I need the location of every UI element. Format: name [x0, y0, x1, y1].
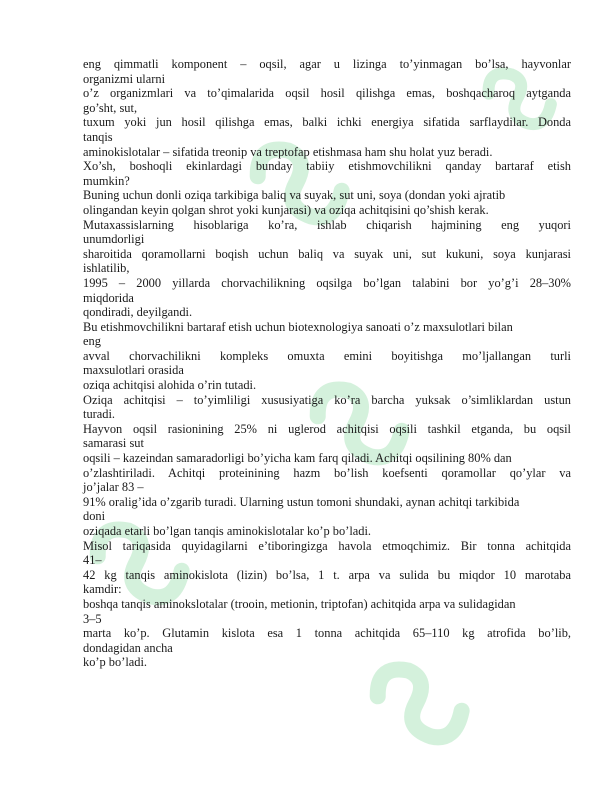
text-line: sharoitida qoramollarni boqish uchun baliq va suyak uni, sut kukuni, soya kunjarasi: [83, 246, 571, 261]
text-line: miqdorida: [83, 290, 134, 305]
text-line: tanqis: [83, 129, 113, 144]
document-body: [83, 57, 571, 670]
text-line: ko’p bo’ladi.: [83, 655, 148, 670]
text-line: olingandan keyin qolgan shrot yoki kunjarasi) va oziqa achitqisini qo’shish kerak.: [83, 202, 489, 217]
text-line: Bu etishmovchilikni bartaraf etish uchun biotexnologiya sanoati o’z maxsulotlari bilan: [83, 319, 513, 334]
text-line: marta ko’p. Glutamin kislota esa 1 tonna achitqida 65–110 kg atrofida bo’lib,: [83, 626, 571, 641]
text-line: Misol tariqasida quyidagilarni e’tiboringizga havola etmoqchimiz. Bir tonna achitqida: [83, 538, 571, 553]
text-line: boshqa tanqis aminokslotalar (trooin, metionin, triptofan) achitqida arpa va sulidagidan: [83, 596, 516, 611]
text-line: eng: [83, 334, 101, 349]
text-line: unumdorligi: [83, 232, 145, 247]
text-line: 41–: [83, 553, 102, 568]
text-line: eng qimmatli komponent – oqsil, agar u lizinga to’yinmagan bo’lsa, hayvonlar: [83, 57, 571, 71]
text-line: maxsulotlari orasida: [83, 363, 184, 378]
text-line: organizmi ularni: [83, 71, 166, 86]
text-line: oziqada etarli bo’lgan tanqis aminokislotalar ko’p bo’ladi.: [83, 524, 371, 538]
text-line: Buning uchun donli oziqa tarkibiga baliq va suyak, sut uni, soya (dondan yoki ajratib: [83, 188, 506, 203]
text-line: qondiradi, deyilgandi.: [83, 305, 193, 320]
text-line: oqsili – kazeindan samaradorligi bo’yicha kam farq qiladi. Achitqi oqsilining 80% dan: [83, 451, 512, 466]
text-line: Xo’sh, boshoqli ekinlardagi bunday tabiiy etishmovchilikni qanday bartaraf etish: [83, 159, 571, 174]
text-line: Oziqa achitqisi – to’yimliligi xususiyatiga ko’ra barcha yuksak o’simliklardan ustun: [83, 392, 571, 407]
text-line: 1995 – 2000 yillarda chorvachilikning oqsilga bo’lgan talabini bor yo’g’i 28–30%: [83, 275, 571, 290]
text-line: tuxum yoki jun hosil qilishga emas, balki ichki energiya sifatida sarflaydilar. Donda: [83, 115, 571, 130]
text-line: turadi.: [83, 407, 115, 422]
text-line: Mutaxassislarning hisoblariga ko’ra, ishlab chiqarish hajmining eng yuqori: [83, 217, 571, 232]
text-line: go’sht, sut,: [83, 100, 138, 115]
text-line: mumkin?: [83, 173, 130, 188]
text-line: ishlatilib,: [83, 261, 130, 276]
text-line: avval chorvachilikni kompleks omuxta emini boyitishga mo’ljallangan turli: [83, 348, 571, 363]
text-line: jo’jalar 83 –: [83, 480, 144, 495]
text-line: samarasi sut: [83, 436, 144, 451]
text-line: 42 kg tanqis aminokislota (lizin) bo’lsa, 1 t. arpa va sulida bu miqdor 10 marotaba: [83, 567, 571, 582]
text-line: o’z organizmlari va to’qimalarida oqsil hosil qilishga emas, boshqacharoq aytganda: [83, 86, 571, 101]
text-line: 91% oralig’ida o’zgarib turadi. Ularning ustun tomoni shundaki, aynan achitqi tarkibida: [83, 494, 520, 509]
text-line: kamdir:: [83, 582, 122, 597]
text-line: oziqa achitqisi alohida o’rin tutadi.: [83, 378, 257, 393]
text-line: o’zlashtiriladi. Achitqi proteinining hazm bo’lish koefsenti qoramollar qo’ylar va: [83, 465, 571, 480]
text-line: doni: [83, 509, 106, 524]
text-line: Hayvon oqsil rasionining 25% ni uglerod achitqisi oqsili tashkil etganda, bu oqsil: [83, 421, 571, 436]
text-line: dondagidan ancha: [83, 640, 173, 655]
text-line: 3–5: [83, 611, 102, 626]
text-line: aminokislotalar – sifatida treonip va treptofap etishmasa ham shu holat yuz beradi.: [83, 144, 493, 159]
